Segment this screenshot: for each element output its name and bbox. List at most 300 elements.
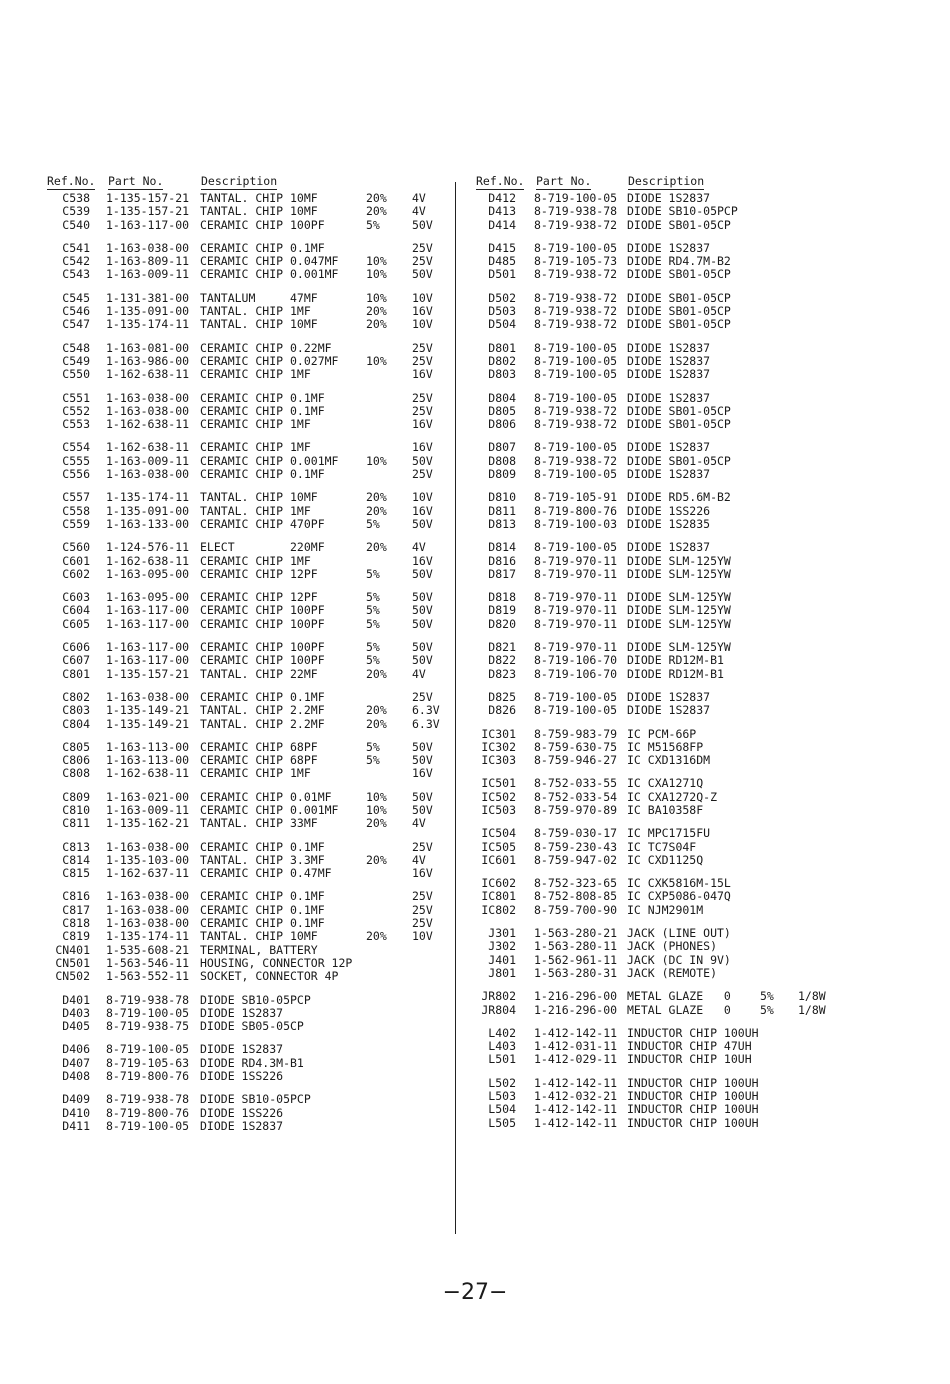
- tolerance: 10%: [366, 802, 387, 817]
- header-part-no: Part No.: [108, 174, 164, 188]
- rating: 50V: [412, 739, 433, 754]
- ref-no: D802: [488, 353, 516, 368]
- description: CERAMIC CHIP 0.1MF: [200, 467, 325, 482]
- description: CERAMIC CHIP 0.001MF: [200, 267, 339, 282]
- part-row: [474, 728, 934, 741]
- part-no: 8-719-800-76: [106, 1105, 190, 1120]
- description: CERAMIC CHIP 1MF: [200, 417, 311, 432]
- ref-no: C817: [62, 902, 90, 917]
- part-row: [474, 368, 934, 381]
- ref-no: C556: [62, 467, 90, 482]
- description: CERAMIC CHIP 0.1MF: [200, 390, 325, 405]
- part-no: 1-163-038-00: [106, 240, 190, 255]
- ref-no: C802: [62, 689, 90, 704]
- description: CERAMIC CHIP 100PF: [200, 217, 325, 232]
- ref-no: C604: [62, 603, 90, 618]
- ref-no: L501: [488, 1052, 516, 1067]
- part-no: 8-719-800-76: [106, 1069, 190, 1084]
- part-no: 1-135-149-21: [106, 716, 190, 731]
- ref-no: C551: [62, 390, 90, 405]
- description: DIODE RD12M-B1: [627, 653, 724, 668]
- part-no: 1-135-174-11: [106, 929, 190, 944]
- part-no: 8-719-970-11: [534, 553, 618, 568]
- ref-no: CN401: [55, 942, 90, 957]
- rating: 16V: [412, 367, 433, 382]
- tolerance: 5%: [366, 590, 380, 605]
- description: CERAMIC CHIP 0.1MF: [200, 240, 325, 255]
- rating: 1/8W: [798, 989, 826, 1004]
- part-group: [474, 1027, 934, 1067]
- part-no: 8-719-800-76: [534, 503, 618, 518]
- description: CERAMIC CHIP 12PF: [200, 590, 318, 605]
- description: IC CXA1271Q: [627, 776, 704, 791]
- tolerance: 20%: [366, 666, 387, 681]
- ref-no: C819: [62, 929, 90, 944]
- part-no: 1-163-009-11: [106, 267, 190, 282]
- ref-no: D811: [488, 503, 516, 518]
- part-no: 1-163-038-00: [106, 889, 190, 904]
- description: CERAMIC CHIP 0.001MF: [200, 453, 339, 468]
- rating: 50V: [412, 217, 433, 232]
- rating: 50V: [412, 753, 433, 768]
- part-row: [46, 355, 446, 368]
- ref-no: D409: [62, 1092, 90, 1107]
- description: DIODE SB05-05CP: [200, 1019, 304, 1034]
- description: TANTAL. CHIP 2.2MF: [200, 716, 325, 731]
- part-no: 8-719-106-70: [534, 653, 618, 668]
- part-no: 1-162-638-11: [106, 553, 190, 568]
- description: DIODE 1S2837: [200, 1118, 284, 1133]
- ref-no: D412: [488, 191, 516, 205]
- part-row: [46, 541, 446, 554]
- rating: 25V: [412, 889, 433, 904]
- ref-no: C547: [62, 317, 90, 332]
- part-row: [474, 305, 934, 318]
- part-row: [474, 691, 934, 704]
- part-no: 1-412-142-11: [534, 1025, 618, 1040]
- part-row: [474, 854, 934, 867]
- part-row: [46, 491, 446, 504]
- ref-no: C811: [62, 816, 90, 831]
- part-no: 8-752-033-54: [534, 789, 618, 804]
- ref-no: D818: [488, 590, 516, 605]
- part-group: [474, 342, 934, 382]
- part-no: 1-412-142-11: [534, 1115, 618, 1130]
- description: CERAMIC CHIP 100PF: [200, 640, 325, 655]
- part-group: [474, 777, 934, 817]
- part-no: 8-719-970-11: [534, 566, 618, 581]
- tolerance: 5%: [366, 640, 380, 655]
- part-row: [46, 342, 446, 355]
- ref-no: C545: [62, 290, 90, 305]
- ref-no: JR804: [481, 1002, 516, 1017]
- description: DIODE 1S2837: [627, 353, 711, 368]
- rating: 4V: [412, 852, 426, 867]
- part-no: 1-412-029-11: [534, 1052, 618, 1067]
- part-no: 1-216-296-00: [534, 989, 618, 1004]
- rating: 10V: [412, 290, 433, 305]
- part-no: 1-124-576-11: [106, 540, 190, 555]
- rating: 10V: [412, 490, 433, 505]
- part-row: [474, 940, 934, 953]
- ref-no: D809: [488, 467, 516, 482]
- part-row: [46, 1120, 446, 1133]
- part-group: [474, 827, 934, 867]
- description: JACK (REMOTE): [627, 965, 718, 980]
- part-row: [474, 468, 934, 481]
- part-row: [46, 305, 446, 318]
- tolerance: 5%: [366, 217, 380, 232]
- part-row: [46, 441, 446, 454]
- ref-no: IC504: [481, 826, 516, 841]
- part-row: [474, 1077, 934, 1090]
- description: DIODE SLM-125YW: [627, 566, 731, 581]
- description: DIODE SB01-05CP: [627, 453, 731, 468]
- part-no: 8-719-100-05: [534, 353, 618, 368]
- description: IC TC7S04F: [627, 839, 697, 854]
- part-no: 1-162-638-11: [106, 440, 190, 455]
- part-row: [474, 418, 934, 431]
- parts-list-left-column: [46, 172, 446, 1133]
- ref-no: J301: [488, 926, 516, 941]
- part-group: [46, 342, 446, 382]
- rating: 25V: [412, 902, 433, 917]
- column-header: [46, 172, 446, 192]
- description: DIODE SLM-125YW: [627, 616, 731, 631]
- description: CERAMIC CHIP 100PF: [200, 603, 325, 618]
- part-no: 8-719-938-78: [534, 204, 618, 219]
- rating: 25V: [412, 390, 433, 405]
- part-no: 1-163-117-00: [106, 653, 190, 668]
- part-no: 1-163-986-00: [106, 353, 190, 368]
- ref-no: D414: [488, 217, 516, 232]
- header-part-no: Part No.: [536, 174, 592, 188]
- part-row: [46, 205, 446, 218]
- part-row: [46, 368, 446, 381]
- part-no: 8-759-030-17: [534, 826, 618, 841]
- ref-no: C552: [62, 403, 90, 418]
- part-no: 8-759-947-02: [534, 852, 618, 867]
- rating: 6.3V: [412, 703, 440, 718]
- ref-no: D504: [488, 317, 516, 332]
- part-row: [46, 767, 446, 780]
- ref-no: C554: [62, 440, 90, 455]
- tolerance: 20%: [366, 191, 387, 205]
- description: DIODE SLM-125YW: [627, 603, 731, 618]
- part-row: [474, 927, 934, 940]
- ref-no: D808: [488, 453, 516, 468]
- part-no: 8-719-105-91: [534, 490, 618, 505]
- ref-no: D410: [62, 1105, 90, 1120]
- description: DIODE 1S2837: [627, 390, 711, 405]
- part-row: [46, 957, 446, 970]
- ref-no: D804: [488, 390, 516, 405]
- rating: 50V: [412, 789, 433, 804]
- part-row: [46, 192, 446, 205]
- part-row: [46, 242, 446, 255]
- ref-no: D814: [488, 540, 516, 555]
- description: CERAMIC CHIP 470PF: [200, 516, 325, 531]
- part-row: [474, 292, 934, 305]
- part-no: 1-163-009-11: [106, 802, 190, 817]
- tolerance: 20%: [366, 716, 387, 731]
- ref-no: D403: [62, 1005, 90, 1020]
- part-group: [474, 392, 934, 432]
- part-group: [474, 877, 934, 917]
- tolerance: 20%: [366, 317, 387, 332]
- part-row: [46, 654, 446, 667]
- description: IC CXD1316DM: [627, 753, 711, 768]
- rating: 4V: [412, 666, 426, 681]
- rating: 25V: [412, 254, 433, 269]
- part-no: 8-752-808-85: [534, 889, 618, 904]
- part-no: 8-719-100-03: [534, 516, 618, 531]
- ref-no: IC602: [481, 876, 516, 891]
- description: TANTAL. CHIP 33MF: [200, 816, 318, 831]
- ref-no: C542: [62, 254, 90, 269]
- part-no: 1-135-174-11: [106, 317, 190, 332]
- ref-no: C816: [62, 889, 90, 904]
- description: TANTAL. CHIP 10MF: [200, 317, 318, 332]
- ref-no: IC502: [481, 789, 516, 804]
- part-row: [474, 518, 934, 531]
- ref-no: C602: [62, 566, 90, 581]
- part-row: [474, 342, 934, 355]
- description: DIODE 1S2837: [627, 340, 711, 355]
- rating: 50V: [412, 802, 433, 817]
- part-no: 8-719-106-70: [534, 666, 618, 681]
- part-group: [46, 890, 446, 983]
- part-no: 1-162-638-11: [106, 367, 190, 382]
- ref-no: D801: [488, 340, 516, 355]
- part-no: 1-412-142-11: [534, 1075, 618, 1090]
- rating: 25V: [412, 916, 433, 931]
- rating: 25V: [412, 240, 433, 255]
- part-row: [46, 691, 446, 704]
- ref-no: IC505: [481, 839, 516, 854]
- part-no: 8-719-938-72: [534, 417, 618, 432]
- part-row: [46, 1007, 446, 1020]
- part-row: [46, 804, 446, 817]
- part-no: 1-163-117-00: [106, 616, 190, 631]
- description: IC M51568FP: [627, 739, 704, 754]
- part-no: 8-719-100-05: [534, 703, 618, 718]
- ref-no: C558: [62, 503, 90, 518]
- part-no: 1-216-296-00: [534, 1002, 618, 1017]
- tolerance: 10%: [366, 453, 387, 468]
- part-no: 1-412-142-11: [534, 1102, 618, 1117]
- ref-no: D803: [488, 367, 516, 382]
- part-no: 8-759-970-89: [534, 802, 618, 817]
- description: JACK (DC IN 9V): [627, 952, 731, 967]
- description: CERAMIC CHIP 0.01MF: [200, 789, 332, 804]
- part-group: [474, 591, 934, 631]
- description: JACK (PHONES): [627, 939, 718, 954]
- rating: 16V: [412, 503, 433, 518]
- tolerance: 10%: [366, 290, 387, 305]
- rating: 50V: [412, 516, 433, 531]
- part-group: [46, 292, 446, 332]
- header-ref-no: Ref.No.: [47, 174, 96, 188]
- part-row: [46, 1043, 446, 1056]
- rating: 10V: [412, 929, 433, 944]
- description: CERAMIC CHIP 0.047MF: [200, 254, 339, 269]
- ref-no: C803: [62, 703, 90, 718]
- description: INDUCTOR CHIP 100UH: [627, 1075, 759, 1090]
- tolerance: 20%: [366, 490, 387, 505]
- ref-no: C818: [62, 916, 90, 931]
- tolerance: 10%: [366, 789, 387, 804]
- ref-no: C805: [62, 739, 90, 754]
- part-row: [474, 1117, 934, 1130]
- tolerance: 5%: [366, 653, 380, 668]
- part-group: [46, 791, 446, 831]
- parts-list-right-column: [474, 172, 934, 1130]
- ref-no: C557: [62, 490, 90, 505]
- part-group: [46, 441, 446, 481]
- rating: 16V: [412, 417, 433, 432]
- header-description: Description: [628, 174, 705, 188]
- part-no: 8-719-938-72: [534, 267, 618, 282]
- part-row: [474, 777, 934, 790]
- rating: 25V: [412, 689, 433, 704]
- description: CERAMIC CHIP 0.1MF: [200, 403, 325, 418]
- ref-no: IC503: [481, 802, 516, 817]
- part-row: [46, 668, 446, 681]
- ref-no: IC301: [481, 726, 516, 741]
- part-row: [474, 877, 934, 890]
- part-row: [474, 1004, 934, 1017]
- part-no: 8-719-970-11: [534, 603, 618, 618]
- description: DIODE 1S2837: [627, 467, 711, 482]
- part-no: 8-719-100-05: [106, 1042, 190, 1057]
- ref-no: C550: [62, 367, 90, 382]
- description: CERAMIC CHIP 0.22MF: [200, 340, 332, 355]
- description: INDUCTOR CHIP 47UH: [627, 1039, 752, 1054]
- part-row: [46, 867, 446, 880]
- ref-no: C801: [62, 666, 90, 681]
- ref-no: C804: [62, 716, 90, 731]
- part-row: [46, 930, 446, 943]
- part-no: 1-563-280-31: [534, 965, 618, 980]
- description: IC PCM-66P: [627, 726, 697, 741]
- part-no: 1-163-117-00: [106, 217, 190, 232]
- part-no: 1-135-174-11: [106, 490, 190, 505]
- ref-no: D405: [62, 1019, 90, 1034]
- part-no: 8-719-938-72: [534, 290, 618, 305]
- ref-no: D501: [488, 267, 516, 282]
- part-row: [474, 1090, 934, 1103]
- description: TERMINAL, BATTERY: [200, 942, 318, 957]
- part-no: 8-719-100-05: [106, 1118, 190, 1133]
- tolerance: 5%: [760, 1002, 774, 1017]
- ref-no: C806: [62, 753, 90, 768]
- part-row: [474, 591, 934, 604]
- rating: 50V: [412, 603, 433, 618]
- part-no: 8-719-100-05: [534, 340, 618, 355]
- part-row: [46, 1107, 446, 1120]
- description: ELECT 220MF: [200, 540, 325, 555]
- part-row: [46, 604, 446, 617]
- rating: 16V: [412, 553, 433, 568]
- ref-no: J401: [488, 952, 516, 967]
- part-no: 1-163-113-00: [106, 739, 190, 754]
- ref-no: D408: [62, 1069, 90, 1084]
- part-row: [474, 791, 934, 804]
- part-row: [46, 518, 446, 531]
- ref-no: C808: [62, 766, 90, 781]
- part-row: [46, 268, 446, 281]
- description: TANTAL. CHIP 1MF: [200, 503, 311, 518]
- part-no: 8-719-938-78: [106, 992, 190, 1007]
- part-row: [46, 1057, 446, 1070]
- rating: 25V: [412, 839, 433, 854]
- part-row: [46, 917, 446, 930]
- part-row: [474, 541, 934, 554]
- part-row: [46, 219, 446, 232]
- part-group: [46, 491, 446, 531]
- part-group: [46, 392, 446, 432]
- part-row: [474, 268, 934, 281]
- part-row: [474, 255, 934, 268]
- part-row: [46, 890, 446, 903]
- part-no: 8-719-970-11: [534, 640, 618, 655]
- part-group: [474, 292, 934, 332]
- ref-no: D813: [488, 516, 516, 531]
- part-no: 1-131-381-00: [106, 290, 190, 305]
- rating: 4V: [412, 540, 426, 555]
- part-row: [46, 405, 446, 418]
- part-no: 1-535-608-21: [106, 942, 190, 957]
- part-group: [46, 1093, 446, 1133]
- part-row: [474, 355, 934, 368]
- ref-no: D806: [488, 417, 516, 432]
- part-row: [474, 618, 934, 631]
- part-no: 8-719-105-73: [534, 254, 618, 269]
- description: DIODE 1S2837: [627, 191, 711, 205]
- tolerance: 20%: [366, 304, 387, 319]
- part-group: [474, 192, 934, 232]
- part-row: [46, 970, 446, 983]
- description: INDUCTOR CHIP 10UH: [627, 1052, 752, 1067]
- part-row: [46, 944, 446, 957]
- part-no: 1-135-157-21: [106, 666, 190, 681]
- part-row: [474, 841, 934, 854]
- part-row: [474, 904, 934, 917]
- description: DIODE RD4.7M-B2: [627, 254, 731, 269]
- part-no: 8-719-938-72: [534, 317, 618, 332]
- part-no: 8-719-938-72: [534, 453, 618, 468]
- part-group: [46, 691, 446, 731]
- description: CERAMIC CHIP 68PF: [200, 739, 318, 754]
- column-divider: [455, 182, 456, 1234]
- ref-no: IC601: [481, 852, 516, 867]
- part-no: 8-719-938-72: [534, 304, 618, 319]
- part-row: [46, 392, 446, 405]
- ref-no: D821: [488, 640, 516, 655]
- description: JACK (LINE OUT): [627, 926, 731, 941]
- ref-no: C810: [62, 802, 90, 817]
- ref-no: D413: [488, 204, 516, 219]
- tolerance: 20%: [366, 540, 387, 555]
- tolerance: 5%: [366, 753, 380, 768]
- description: DIODE SB01-05CP: [627, 417, 731, 432]
- column-header: [474, 172, 934, 192]
- part-group: [474, 541, 934, 581]
- parts-groups-right: [474, 192, 934, 1130]
- part-row: [474, 668, 934, 681]
- part-no: 8-719-100-05: [534, 240, 618, 255]
